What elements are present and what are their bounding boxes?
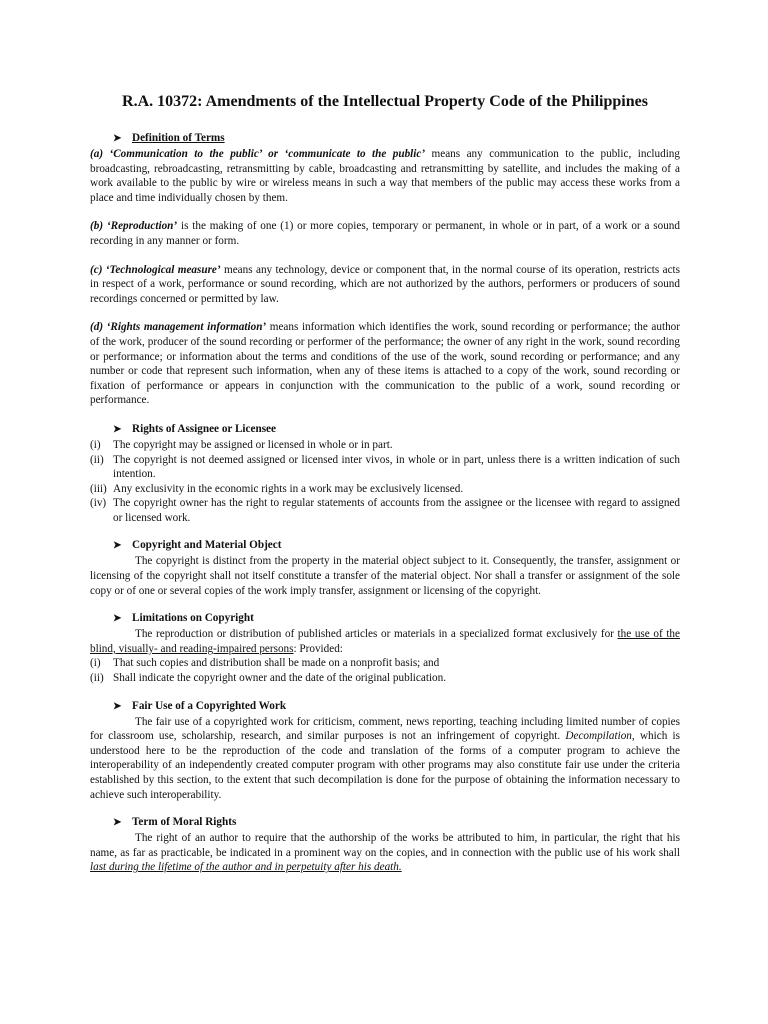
list-item: (i) The copyright may be assigned or licensed in whole or in part. bbox=[90, 438, 393, 451]
arrow-bullet-icon: ➤ bbox=[113, 423, 122, 435]
list-item: (ii) The copyright is not deemed assigned or licensed inter vivos, in whole or in part, unless there is a written indication of such intention. bbox=[90, 453, 680, 481]
list-item: (ii) Shall indicate the copyright owner and the date of the original publication. bbox=[90, 672, 447, 685]
material-object-paragraph: The copyright is distinct from the property in the material object subject to it. Consequently, the transfer, assignment or licensing of the copyright shall not itself constitute a transfer of the material object. Nor shall a transfer or assignment of the sole copy or of one or several copies of the work imply transfer, assignment or licensing of the copyright. bbox=[90, 555, 680, 597]
moral-rights-paragraph: The right of an author to require that the authorship of the works be attributed to him, in particular, the right that his name, as far as practicable, be indicated in a prominent way on the copies, and in connection with the public use of his work shall last during the lifetime of the author and in perpetuity after his death. bbox=[90, 832, 680, 874]
list-item: (i) That such copies and distribution shall be made on a nonprofit basis; and bbox=[90, 657, 440, 670]
section-heading-fair-use: ➤ Fair Use of a Copyrighted Work bbox=[113, 699, 287, 712]
definition-c: (c) ‘Technological measure’ means any technology, device or component that, in the normal course of its operation, restricts acts in respect of a work, performance or sound recording, which are not authorized by the authors, performers or producers of sound recordings concerned or permitted by law. bbox=[90, 263, 681, 305]
assignee-list bbox=[90, 438, 680, 526]
section-heading-definitions: ➤ Definition of Terms bbox=[113, 132, 225, 144]
definition-b: (b) ‘Reproduction’ is the making of one (1) or more copies, temporary or permanent, in whole or in part, of a work or a sound recording in any manner or form. bbox=[90, 220, 680, 247]
section-heading-limitations: ➤ Limitations on Copyright bbox=[113, 612, 254, 625]
section-heading-moral-rights: ➤ Term of Moral Rights bbox=[113, 816, 237, 829]
limitations-list bbox=[90, 656, 680, 685]
arrow-bullet-icon: ➤ bbox=[113, 133, 122, 144]
definition-a: (a) ‘Communication to the public’ or ‘communicate to the public’ means any communication to the public, including broadcasting, rebroadcasting, retransmitting by cable, broadcasting and retransmitting by satellite, and includes the making of a work available to the public by wire or wireless means in such a way that members of the public may access these works from a place and time individually chosen by them. bbox=[90, 148, 680, 204]
list-item: (iii) Any exclusivity in the economic rights in a work may be exclusively licensed. bbox=[90, 482, 464, 495]
arrow-bullet-icon: ➤ bbox=[113, 700, 122, 712]
arrow-bullet-icon: ➤ bbox=[113, 613, 122, 625]
section-heading-material-object: ➤ Copyright and Material Object bbox=[113, 539, 282, 552]
arrow-bullet-icon: ➤ bbox=[113, 540, 122, 552]
document-title: R.A. 10372: Amendments of the Intellectual Property Code of the Philippines bbox=[122, 93, 648, 110]
arrow-bullet-icon: ➤ bbox=[113, 817, 122, 829]
list-item: (iv) The copyright owner has the right to regular statements of accounts from the assignee or the licensee with regard to assigned or licensed work. bbox=[90, 497, 680, 524]
fair-use-paragraph: The fair use of a copyrighted work for criticism, comment, news reporting, teaching including limited number of copies for classroom use, scholarship, research, and similar purposes is not an infringement of copyright. Decompilation, which is understood here to be the reproduction of the code and translation of the forms of a computer program to achieve the interoperability of an independently created computer program with other programs may also constitute fair use under the criteria established by this section, to the extent that such decompilation is done for the purpose of obtaining the information necessary to achieve such interoperability. bbox=[90, 715, 680, 801]
definition-d: (d) ‘Rights management information’ means information which identifies the work, sound recording or performance; the author of the work, producer of the sound recording or performer of the performance; the owner of any right in the work, sound recording or performance; or information about the terms and conditions of the use of the work, sound recording or performance; and any number or code that represent such information, when any of these items is attached to a copy of the work, sound recording or fixation of performance or appears in conjunction with the communication to the public of a work, sound recording or performance. bbox=[90, 321, 680, 407]
limitations-paragraph: The reproduction or distribution of published articles or materials in a specialized format exclusively for the use of the blind, visually- and reading-impaired persons: Provided: bbox=[90, 628, 680, 655]
section-heading-assignee: ➤ Rights of Assignee or Licensee bbox=[113, 422, 276, 435]
